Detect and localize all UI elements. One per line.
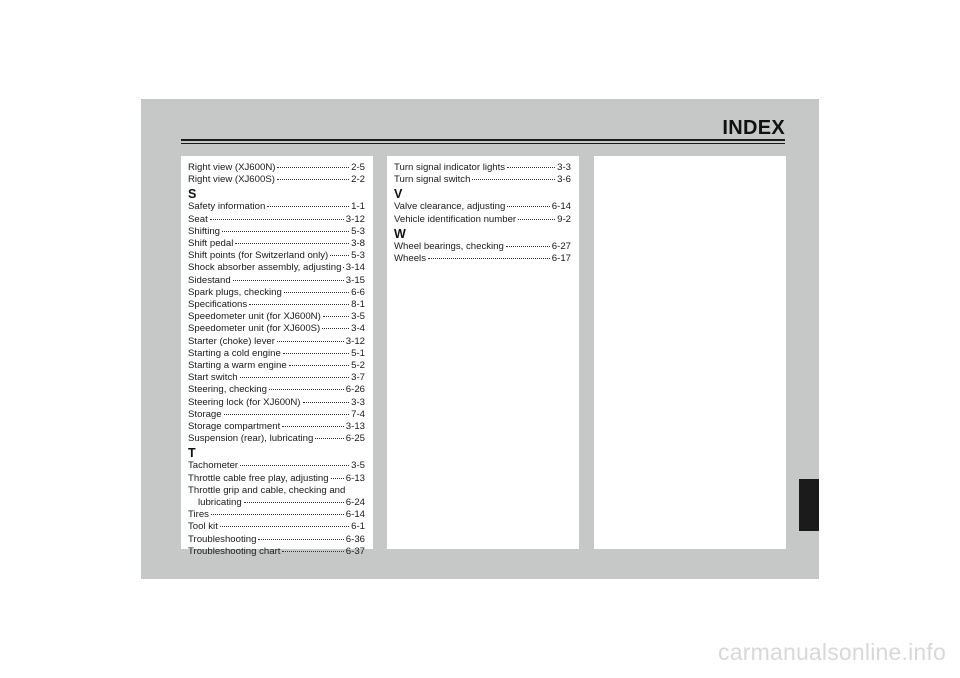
dot-leader xyxy=(211,513,344,515)
index-entry-page: 6-6 xyxy=(351,286,365,298)
index-entry-page: 5-3 xyxy=(351,225,365,237)
index-entry-text: Tachometer xyxy=(188,460,239,472)
index-entry xyxy=(188,546,365,558)
index-entry xyxy=(188,372,365,384)
index-entry xyxy=(188,521,365,533)
dot-leader xyxy=(269,388,344,390)
index-entry xyxy=(188,460,365,472)
dot-leader xyxy=(258,538,343,540)
index-entry-text: Shock absorber assembly, adjusting xyxy=(188,262,342,274)
index-entry-page: 6-36 xyxy=(345,533,365,545)
dot-leader xyxy=(240,464,349,466)
dot-leader xyxy=(277,166,349,168)
index-entry-page: 3-8 xyxy=(351,238,365,250)
index-entry-page: 6-24 xyxy=(345,497,365,509)
index-entry-page: 3-5 xyxy=(351,311,365,323)
dot-leader xyxy=(315,437,343,439)
dot-leader xyxy=(428,257,550,259)
index-entry xyxy=(188,201,365,213)
index-entry xyxy=(188,397,365,409)
dot-leader xyxy=(220,525,349,527)
dot-leader xyxy=(277,178,349,180)
index-entry xyxy=(394,174,571,186)
index-entry xyxy=(188,473,365,485)
index-entry-text: Troubleshooting chart xyxy=(188,545,281,557)
index-entry-text: lubricating xyxy=(198,497,242,509)
dot-leader xyxy=(222,230,349,232)
index-letter-heading: W xyxy=(394,226,406,241)
dot-leader xyxy=(210,218,344,220)
index-entry-text: Spark plugs, checking xyxy=(188,286,282,298)
index-entry-text: Right view (XJ600S) xyxy=(188,174,275,186)
index-entry xyxy=(188,323,365,335)
index-entry-text: Turn signal indicator lights xyxy=(394,162,506,173)
dot-leader xyxy=(282,550,343,552)
dot-leader xyxy=(472,178,555,180)
index-letter-heading: T xyxy=(188,446,196,461)
dot-leader xyxy=(284,291,349,293)
dot-leader xyxy=(289,364,349,366)
dot-leader xyxy=(331,477,344,479)
index-entry-page: 3-12 xyxy=(345,335,365,347)
index-entry-text: Starter (choke) lever xyxy=(188,335,275,347)
index-entry-page: 3-4 xyxy=(351,323,365,335)
index-entry-text: Start switch xyxy=(188,372,238,384)
index-entry-page: 6-14 xyxy=(551,201,571,213)
index-entry-page: 6-37 xyxy=(345,545,365,557)
index-entry-page: 9-2 xyxy=(557,213,571,225)
dot-leader xyxy=(224,413,350,415)
dot-leader xyxy=(507,205,550,207)
dot-leader xyxy=(330,254,349,256)
dot-leader xyxy=(267,205,349,207)
dot-leader xyxy=(283,352,349,354)
index-entry-page: 5-2 xyxy=(351,360,365,372)
index-entry-text: Throttle grip and cable, checking and xyxy=(188,484,346,496)
index-entry-text: Storage xyxy=(188,408,222,420)
index-entry-text: Shift pedal xyxy=(188,238,234,250)
index-entry-page: 3-13 xyxy=(345,421,365,433)
manual-page xyxy=(141,99,819,579)
title-rule xyxy=(181,139,785,141)
index-entry-text: Speedometer unit (for XJ600S) xyxy=(188,323,321,335)
index-entry xyxy=(188,275,365,287)
index-entry-text: Right view (XJ600N) xyxy=(188,162,276,173)
dot-leader xyxy=(282,425,344,427)
dot-leader xyxy=(507,166,555,168)
index-entry xyxy=(188,174,365,186)
watermark: carmanualsonline.info xyxy=(718,639,946,665)
index-entry-text: Troubleshooting xyxy=(188,533,257,545)
index-entry-page: 3-6 xyxy=(557,174,571,186)
index-entry xyxy=(188,162,365,174)
index-entry xyxy=(188,384,365,396)
index-entry-page: 6-14 xyxy=(345,509,365,521)
index-entry xyxy=(188,509,365,521)
index-entry xyxy=(188,250,365,262)
index-list xyxy=(188,162,365,558)
index-entry-text: Storage compartment xyxy=(188,421,281,433)
index-entry-text: Shifting xyxy=(188,225,220,237)
index-entry-page: 2-5 xyxy=(351,162,365,173)
index-entry xyxy=(188,421,365,433)
index-entry xyxy=(188,311,365,323)
index-entry-page: 1-1 xyxy=(351,201,365,213)
page-title: INDEX xyxy=(722,117,785,139)
section-tab-marker xyxy=(799,479,819,531)
index-entry xyxy=(188,485,365,497)
dot-leader xyxy=(249,303,349,305)
index-entry xyxy=(394,201,571,213)
index-entry-text: Seat xyxy=(188,213,208,225)
index-entry-text: Turn signal switch xyxy=(394,174,471,186)
index-entry xyxy=(394,162,571,174)
index-entry-page: 3-7 xyxy=(351,372,365,384)
index-entry xyxy=(188,336,365,348)
index-entry-text: Suspension (rear), lubricating xyxy=(188,433,314,445)
index-entry-page: 6-1 xyxy=(351,521,365,533)
index-entry xyxy=(188,214,365,226)
index-entry-page: 3-5 xyxy=(351,460,365,472)
index-entry-text: Sidestand xyxy=(188,274,231,286)
index-entry-text: Steering, checking xyxy=(188,384,267,396)
index-entry-text: Wheels xyxy=(394,253,426,265)
index-entry xyxy=(188,360,365,372)
dot-leader xyxy=(240,376,350,378)
index-entry-text: Vehicle identification number xyxy=(394,213,517,225)
index-entry-text: Starting a cold engine xyxy=(188,347,281,359)
index-entry-text: Specifications xyxy=(188,299,248,311)
index-entry-text: Safety information xyxy=(188,201,266,213)
index-entry-text: Tool kit xyxy=(188,521,218,533)
dot-leader xyxy=(235,242,349,244)
dot-leader xyxy=(322,327,349,329)
index-entry-page: 6-27 xyxy=(551,240,571,252)
index-entry xyxy=(188,299,365,311)
index-entry-text: Steering lock (for XJ600N) xyxy=(188,396,301,408)
index-entry xyxy=(188,433,365,445)
index-entry xyxy=(188,287,365,299)
index-entry-page: 3-12 xyxy=(345,213,365,225)
index-entry-page: 3-3 xyxy=(351,396,365,408)
index-list xyxy=(394,162,571,265)
index-column-3 xyxy=(594,156,786,549)
dot-leader xyxy=(518,218,555,220)
index-entry-page: 3-15 xyxy=(345,274,365,286)
index-entry-page: 6-13 xyxy=(345,472,365,484)
index-entry xyxy=(188,409,365,421)
dot-leader xyxy=(244,501,344,503)
index-entry xyxy=(394,241,571,253)
index-entry xyxy=(188,262,365,274)
index-entry xyxy=(188,497,365,509)
index-entry-text: Tires xyxy=(188,509,209,521)
index-entry-text: Throttle cable free play, adjusting xyxy=(188,472,329,484)
index-entry xyxy=(188,534,365,546)
dot-leader xyxy=(303,401,350,403)
index-entry-text: Valve clearance, adjusting xyxy=(394,201,506,213)
index-entry-text: Shift points (for Switzerland only) xyxy=(188,250,329,262)
index-entry-page: 2-2 xyxy=(351,174,365,186)
index-entry-page: 6-17 xyxy=(551,253,571,265)
index-entry xyxy=(188,238,365,250)
index-entry xyxy=(394,253,571,265)
index-column-2 xyxy=(387,156,579,549)
index-entry-page: 6-25 xyxy=(345,433,365,445)
index-entry-page: 8-1 xyxy=(351,299,365,311)
dot-leader xyxy=(233,279,344,281)
index-entry-page: 3-3 xyxy=(557,162,571,173)
index-entry-page: 5-3 xyxy=(351,250,365,262)
index-entry-page: 3-14 xyxy=(345,262,365,274)
index-entry-text: Speedometer unit (for XJ600N) xyxy=(188,311,321,323)
index-entry-text: Wheel bearings, checking xyxy=(394,240,504,252)
index-entry-page: 7-4 xyxy=(351,408,365,420)
dot-leader xyxy=(323,315,349,317)
index-entry xyxy=(394,214,571,226)
index-entry xyxy=(188,348,365,360)
index-letter-heading: V xyxy=(394,187,403,202)
index-entry-text: Starting a warm engine xyxy=(188,360,287,372)
index-column-1 xyxy=(181,156,373,557)
index-entry-page: 6-26 xyxy=(345,384,365,396)
index-letter-heading: S xyxy=(188,187,197,202)
index-entry xyxy=(188,226,365,238)
dot-leader xyxy=(277,340,344,342)
index-entry-page: 5-1 xyxy=(351,347,365,359)
title-rule-thin xyxy=(181,143,785,144)
dot-leader xyxy=(506,245,550,247)
